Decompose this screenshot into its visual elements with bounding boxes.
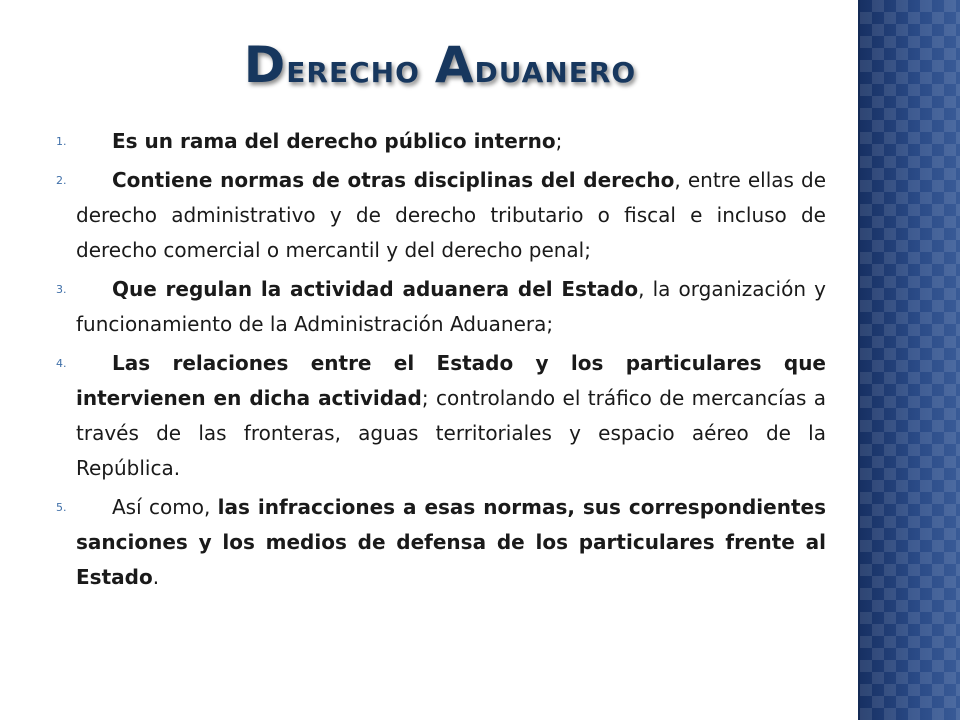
list-item bbox=[56, 163, 826, 268]
item-text-post: . bbox=[152, 565, 160, 589]
title-initial-1: D bbox=[243, 36, 287, 94]
item-text: ; bbox=[555, 129, 563, 153]
item-bold-text: Que regulan la actividad aduanera del Estado bbox=[112, 277, 639, 301]
list-number: 3. bbox=[56, 283, 67, 296]
list-item bbox=[56, 346, 826, 486]
item-text: , entre ellas de derecho administrativo y de derecho tributario o fiscal e incluso de derecho comercial o mercantil y del derecho penal; bbox=[76, 168, 827, 262]
item-bold-text: las infracciones a esas normas, sus correspondientes sanciones y los medios de defensa de los particulares frente al Estado bbox=[76, 495, 826, 589]
slide-title bbox=[60, 36, 820, 94]
list-number: 5. bbox=[56, 501, 67, 514]
side-decorative-panel bbox=[858, 0, 960, 720]
item-text-pre: Así como, bbox=[112, 495, 218, 519]
item-text: ; controlando el tráfico de mercancías a través de las fronteras, aguas territoriales y espacio aéreo de la República. bbox=[76, 386, 826, 480]
list-number: 2. bbox=[56, 174, 67, 187]
item-bold-text: Es un rama del derecho público interno bbox=[112, 129, 556, 153]
title-word-1-rest: erecho bbox=[286, 46, 420, 92]
list-number: 4. bbox=[56, 357, 67, 370]
item-bold-text: Contiene normas de otras disciplinas del derecho bbox=[112, 168, 675, 192]
item-text: , la organización y funcionamiento de la Administración Aduanera; bbox=[76, 277, 826, 336]
list-number: 1. bbox=[56, 135, 67, 148]
list-item bbox=[56, 124, 826, 159]
title-word-2-rest: duanero bbox=[474, 46, 637, 92]
list-item bbox=[56, 272, 826, 342]
list-item bbox=[56, 490, 826, 595]
numbered-list bbox=[56, 124, 826, 599]
item-bold-text: Las relaciones entre el Estado y los particulares que intervienen en dicha actividad bbox=[76, 351, 826, 410]
title-initial-2: A bbox=[434, 36, 475, 94]
